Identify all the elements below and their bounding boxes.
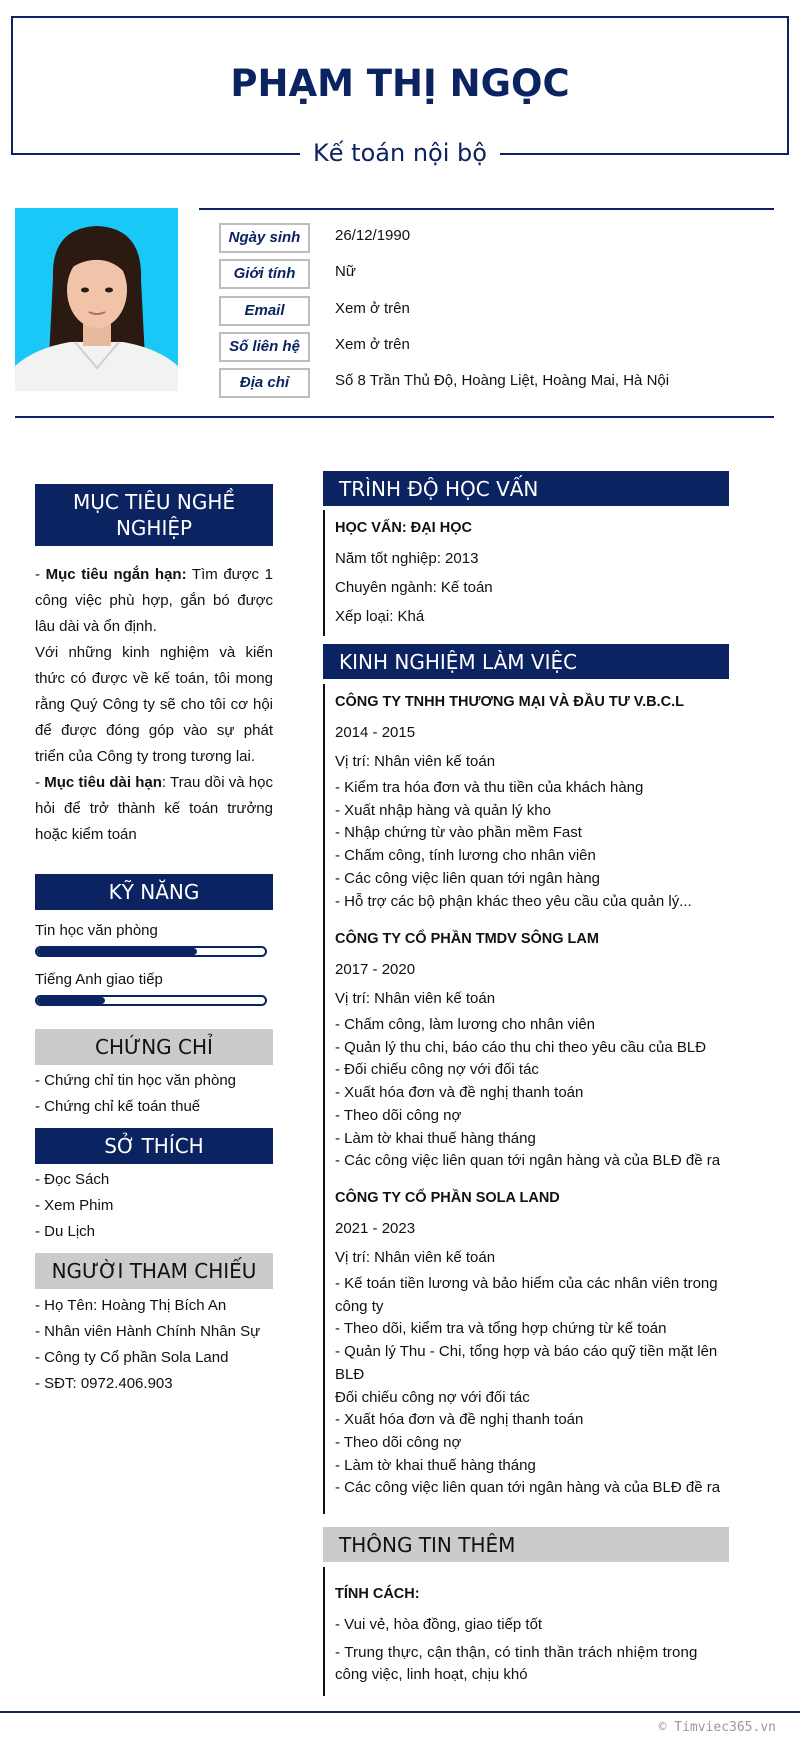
skills-heading: KỸ NĂNG [35, 874, 273, 910]
candidate-name: PHẠM THỊ NGỌC [230, 62, 570, 105]
list-item: - Đọc Sách [35, 1171, 110, 1188]
education-lines [335, 544, 493, 631]
info-label: Giới tính [219, 259, 310, 289]
info-label: Số liên hệ [219, 332, 310, 362]
job-task: - Làm tờ khai thuế hàng tháng [335, 1456, 536, 1474]
skill-bar-english [35, 995, 267, 1006]
education-content [335, 516, 493, 631]
footer-watermark: © Timviec365.vn [658, 1720, 776, 1735]
objective-short-label: Mục tiêu ngắn hạn: [45, 566, 187, 583]
job-task: - Xuất hóa đơn và đề nghị thanh toán [335, 1411, 584, 1429]
job-tasks [335, 1273, 720, 1500]
job-task: BLĐ [335, 1365, 365, 1383]
job-task: công ty [335, 1297, 384, 1315]
objective-content [35, 562, 273, 848]
skill-bar-fill [37, 997, 105, 1004]
objective-short-term: - Mục tiêu ngắn hạn: Tìm được 1 công việc phù hợp, gắn bó được lâu dài và ổn định. [35, 566, 273, 635]
certificates-list [35, 1068, 273, 1120]
job-entry-3 [335, 1186, 720, 1500]
job-task: - Quản lý thu chi, báo cáo thu chi theo yêu cầu của BLĐ [335, 1038, 707, 1056]
education-heading: TRÌNH ĐỘ HỌC VẤN [323, 471, 729, 506]
job-task: - Quản lý Thu - Chi, tổng hợp và báo cáo quỹ tiền mặt lên [335, 1343, 718, 1361]
job-company: CÔNG TY CỔ PHẦN SOLA LAND [335, 1190, 560, 1206]
skill-bar-fill [37, 948, 197, 955]
job-position: Vị trí: Nhân viên kế toán [335, 1249, 496, 1266]
job-task: - Theo dõi công nợ [335, 1433, 462, 1451]
info-top-rule [199, 208, 774, 210]
objective-heading: MỤC TIÊU NGHỀ NGHIỆP [35, 484, 273, 546]
objective-short-text: Tìm được 1 công việc phù hợp, gắn bó được lâu dài và ổn định. [35, 566, 273, 635]
job-entry-1 [335, 690, 692, 913]
experience-divider [323, 684, 325, 1514]
job-task: - Theo dõi công nợ [335, 1106, 462, 1124]
job-task: Đối chiếu công nợ với đối tác [335, 1388, 530, 1406]
list-item: - Nhân viên Hành Chính Nhân Sự [35, 1323, 261, 1340]
info-label: Địa chỉ [219, 368, 310, 398]
job-task: - Xuất nhập hàng và quản lý kho [335, 801, 551, 819]
personality-heading: TÍNH CÁCH: [335, 1586, 420, 1602]
info-value: Số 8 Trần Thủ Độ, Hoàng Liệt, Hoàng Mai, Hà Nội [335, 372, 670, 389]
list-item: - Chứng chỉ kế toán thuế [35, 1098, 201, 1115]
job-task: - Theo dõi, kiểm tra và tổng hợp chứng từ kế toán [335, 1320, 667, 1338]
hobbies-heading: SỞ THÍCH [35, 1128, 273, 1164]
job-entry-2 [335, 927, 720, 1173]
candidate-role: Kế toán nội bộ [300, 138, 500, 168]
list-item: - Xem Phim [35, 1197, 114, 1214]
extra-content [335, 1582, 718, 1686]
info-label: Ngày sinh [219, 223, 310, 253]
list-item: - Công ty Cổ phần Sola Land [35, 1349, 229, 1366]
job-tasks [335, 777, 692, 913]
info-label: Email [219, 296, 310, 326]
experience-heading: KINH NGHIỆM LÀM VIỆC [323, 644, 729, 679]
footer-rule [0, 1711, 800, 1713]
job-task: - Nhập chứng từ vào phần mềm Fast [335, 824, 582, 842]
list-item: - Chứng chỉ tin học văn phòng [35, 1072, 236, 1089]
header-bottom-rule [15, 416, 774, 418]
job-task: - Xuất hóa đơn và đề nghị thanh toán [335, 1084, 584, 1102]
education-line: Chuyên ngành: Kế toán [335, 579, 493, 596]
references-list [35, 1293, 273, 1397]
education-level: HỌC VẤN: ĐẠI HỌC [335, 520, 472, 536]
job-tasks [335, 1014, 720, 1173]
skill-label-office: Tin học văn phòng [35, 922, 158, 939]
objective-body: Với những kinh nghiệm và kiến thức có được về kế toán, tôi mong rằng Quý Công ty sẽ cho tôi cơ hội để được đóng góp vào sự phát triển của Công ty trong tương lai. [35, 644, 273, 765]
objective-long-text: : Trau dồi và học hỏi để trở thành kế toán trưởng hoặc kiểm toán [35, 774, 273, 843]
portrait-image [15, 208, 178, 391]
objective-long-term: - Mục tiêu dài hạn: Trau dồi và học hỏi để trở thành kế toán trưởng hoặc kiểm toán [35, 774, 273, 843]
personality-line: - Trung thực, cận thận, có tinh thần trách nhiệm trong [335, 1644, 698, 1661]
education-divider [323, 510, 325, 636]
job-task: - Hỗ trợ các bộ phận khác theo yêu cầu của quản lý... [335, 892, 692, 910]
job-task: - Làm tờ khai thuế hàng tháng [335, 1129, 536, 1147]
skill-bar-office [35, 946, 267, 957]
job-task: - Kế toán tiền lương và bảo hiểm của các nhân viên trong [335, 1275, 718, 1292]
job-task: - Các công việc liên quan tới ngân hàng và của BLĐ đề ra [335, 1152, 721, 1170]
job-position: Vị trí: Nhân viên kế toán [335, 753, 496, 770]
job-period: 2017 - 2020 [335, 961, 416, 978]
job-task: - Chấm công, tính lương cho nhân viên [335, 847, 596, 865]
info-value: Xem ở trên [335, 300, 410, 317]
job-task: - Đối chiếu công nợ với đối tác [335, 1061, 539, 1079]
job-period: 2014 - 2015 [335, 724, 416, 741]
info-value: Xem ở trên [335, 336, 410, 353]
profile-photo [15, 208, 178, 391]
extra-divider [323, 1567, 325, 1696]
job-company: CÔNG TY TNHH THƯƠNG MẠI VÀ ĐẦU TƯ V.B.C.L [335, 694, 684, 710]
skill-label-english: Tiếng Anh giao tiếp [35, 971, 163, 988]
info-value: 26/12/1990 [335, 227, 411, 244]
education-line: Xếp loại: Khá [335, 608, 425, 625]
job-position: Vị trí: Nhân viên kế toán [335, 990, 496, 1007]
personality-line: - Vui vẻ, hòa đồng, giao tiếp tốt [335, 1616, 543, 1633]
job-period: 2021 - 2023 [335, 1220, 416, 1237]
certificates-heading: CHỨNG CHỈ [35, 1029, 273, 1065]
references-heading: NGƯỜI THAM CHIẾU [35, 1253, 273, 1289]
extra-heading: THÔNG TIN THÊM [323, 1527, 729, 1562]
education-line: Năm tốt nghiệp: 2013 [335, 550, 479, 567]
job-task: - Chấm công, làm lương cho nhân viên [335, 1016, 596, 1033]
list-item: - SĐT: 0972.406.903 [35, 1375, 173, 1392]
job-task: - Các công việc liên quan tới ngân hàng và của BLĐ đề ra [335, 1479, 721, 1497]
list-item: - Họ Tên: Hoàng Thị Bích An [35, 1297, 227, 1314]
job-task: - Các công việc liên quan tới ngân hàng [335, 869, 601, 887]
job-company: CÔNG TY CỔ PHẦN TMDV SÔNG LAM [335, 931, 599, 947]
list-item: - Du Lịch [35, 1223, 96, 1240]
personality-line: công việc, linh hoạt, chịu khó [335, 1666, 528, 1683]
hobbies-list [35, 1167, 273, 1245]
job-task: - Kiểm tra hóa đơn và thu tiền của khách hàng [335, 779, 644, 796]
objective-long-label: Mục tiêu dài hạn [44, 774, 162, 791]
info-value: Nữ [335, 263, 356, 280]
